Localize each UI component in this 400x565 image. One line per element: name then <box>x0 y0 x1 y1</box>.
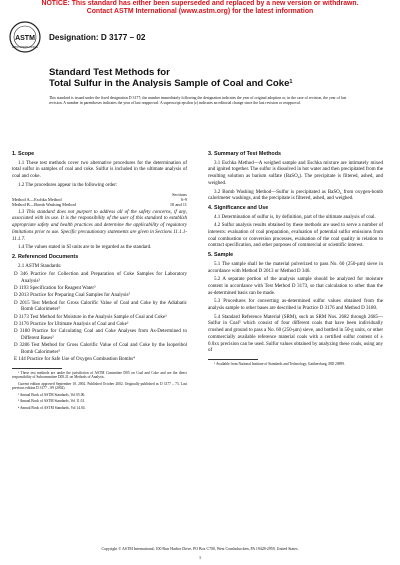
footnote: ³ Annual Book of ASTM Standards, Vol 11.01. <box>18 399 86 404</box>
astm-logo-icon <box>9 21 41 53</box>
para-5-2: 5.2 A separate portion of the analysis sample should be analyzed for moisture content in accordance with Test Method D 3173, so that calculation to other than the as-determined basis can be made. <box>208 277 383 296</box>
footnote: Current edition approved September 10, 2002. Published October 2002. Originally published as D 3177 – 73. Last previous edition D 3177 – 89 (2002). <box>12 381 187 391</box>
para-1-2: 1.2 The procedures appear in the following order: <box>18 182 118 188</box>
designation: Designation: D 3177 – 02 <box>49 33 146 42</box>
summary-heading: 3. Summary of Test Methods <box>208 151 281 157</box>
right-column <box>208 149 383 369</box>
sample-heading: 5. Sample <box>208 252 234 259</box>
notice-line-2: Contact ASTM International (www.astm.org) for the latest information <box>86 8 314 16</box>
para-3-2: 3.2 Bomb Washing Method—Sulfur is precipitated as BaSO₄ from oxygen-bomb calorimeter washings, and the precipitate is filtered, ashed, and weighed. <box>208 189 383 202</box>
footnote-divider <box>12 368 62 369</box>
issuance-note: This standard is issued under the fixed designation D 3177; the number immediately following the designation indicates the year of original adoption or, in the case of revision, the year of last revision. A number in parentheses indicates the year of last reapproval. A superscript epsilon (ε) indicates an editorial change since the last revision or reapproval. <box>49 96 347 105</box>
footnote-divider <box>208 359 258 360</box>
para-5-1: 5.1 The sample shall be the material pulverized to pass No. 60 (250-μm) sieve in accordance with Method D 2013 or Method D 346. <box>208 261 383 274</box>
notice-line-1: NOTICE: This standard has either been superseded and replaced by a new version or withdrawn. <box>41 0 359 7</box>
procedure-table-header: Sections <box>172 191 187 197</box>
para-5-4: 5.4 Standard Reference Material (SRM), such as SRM Nos. 2682 through 2685—Sulfur in Coal⁵ which consist of four different coals that have been individually crushed and ground to pass a No. 60 (250-μm) sieve, and bottled in 50-g units, or other commercially available reference material coals with a certified sulfur content of ± 0.0xx precision can be used. Sulfur values obtained by analyzing these coals, using any of <box>208 314 383 354</box>
para-2-1: 2.1 ASTM Standards: <box>18 263 62 269</box>
reference-item: D 3286 Test Method for Gross Calorific Value of Coal and Coke by the Isoperibol Bomb Calorimeter² <box>14 342 187 355</box>
reference-item: D 3180 Practice for Calculating Coal and Coke Analyses from As-Determined to Different Bases² <box>14 328 187 341</box>
title-line-2: Total Sulfur in the Analysis Sample of Coal and Coke$^1$ <box>49 78 293 89</box>
procedure-table <box>12 192 187 208</box>
footnote: ¹ These test methods are under the jurisdiction of ASTM Committee D05 on Coal and Coke and are the direct responsibility of Subcommittee D05.21 on Methods of Analysis. <box>12 370 187 380</box>
footnote: ² Annual Book of ASTM Standards, Vol 05.06. <box>18 392 86 397</box>
significance-heading: 4. Significance and Use <box>208 204 269 211</box>
footnote: ⁴ Annual Book of ASTM Standards, Vol 14.04. <box>18 406 86 411</box>
page-number: 1 <box>198 555 202 560</box>
supersede-notice <box>0 0 400 16</box>
reference-item: D 2013 Practice for Preparing Coal Samples for Analysis² <box>14 293 130 299</box>
document-title <box>49 67 292 89</box>
reference-item: D 3176 Practice for Ultimate Analysis of Coal and Coke² <box>14 321 129 327</box>
reference-item: D 1193 Specification for Reagent Water³ <box>14 286 96 292</box>
para-5-3: 5.3 Procedures for converting as-determined sulfur values obtained from the analysis sample to other bases are described in Practice D 3176 and Method D 3180. <box>208 299 383 312</box>
left-column <box>12 149 187 413</box>
reference-item: D 346 Practice for Collection and Preparation of Coke Samples for Laboratory Analysis² <box>14 272 187 285</box>
title-line-1: Standard Test Methods for <box>49 67 170 78</box>
copyright-footer: Copyright © ASTM International, 100 Barr Harbor Drive, PO Box C700, West Conshohocken, PA 19428-2959, United States. <box>101 547 299 551</box>
procedure-row: Method B—Bomb Washing Method 10 and 11 <box>12 202 187 208</box>
para-1-1: 1.1 These test methods cover two alternative procedures for the determination of total sulfur in samples of coal and coke. Sulfur is included in the ultimate analysis of coal and coke. <box>12 160 187 180</box>
reference-item: D 2015 Test Method for Gross Calorific Value of Coal and Coke by the Adiabatic Bomb Calorimeter² <box>14 300 187 313</box>
referenced-documents-heading: 2. Referenced Documents <box>12 253 79 260</box>
para-4-2: 4.2 Sulfur analysis results obtained by these methods are used to serve a number of interests: evaluation of coal preparation, evaluation of potential sulfur emissions from coal combustion or conversion processes, evaluation of the coal quality in relation to contract specification, and other purposes of commercial or scientific interest. <box>208 223 383 249</box>
svg-text:ASTM: ASTM <box>15 35 35 42</box>
scope-heading: 1. Scope <box>12 151 35 157</box>
para-4-1: 4.1 Determination of sulfur is, by definition, part of the ultimate analysis of coal. <box>214 214 376 220</box>
para-1-3: 1.3 This standard does not purport to address all of the safety concerns, if any, associated with its use. It is the responsibility of the user of this standard to establish appropriate safety and health practices and determine the applicability of regulatory limitations prior to use. Specific precautionary statements are given in Sections 11.1.1-11.1.7. <box>12 209 187 242</box>
reference-item: E 144 Practice for Safe Use of Oxygen Combustion Bombs⁴ <box>14 356 135 362</box>
para-1-4: 1.4 The values stated in SI units are to be regarded as the standard. <box>18 245 152 251</box>
footnote: ⁵ Available from National Institute of Standards and Technology, Gaithersburg, MD 20899. <box>214 361 345 366</box>
para-3-1: 3.1 Eschka Method—A weighed sample and Eschka mixture are intimately mixed and ignited together. The sulfur is dissolved in hot water and then precipitated from the resulting solution as barium sulfate (BaSO₄). The precipitate is filtered, ashed, and weighed. <box>208 160 383 186</box>
reference-item: D 3173 Test Method for Moisture in the Analysis Sample of Coal and Coke² <box>14 314 167 320</box>
procedure-row: Method A—Eschka Method 6-9 <box>12 196 187 202</box>
svg-text:ASTM INTERNATIONAL: ASTM INTERNATIONAL <box>11 46 39 49</box>
